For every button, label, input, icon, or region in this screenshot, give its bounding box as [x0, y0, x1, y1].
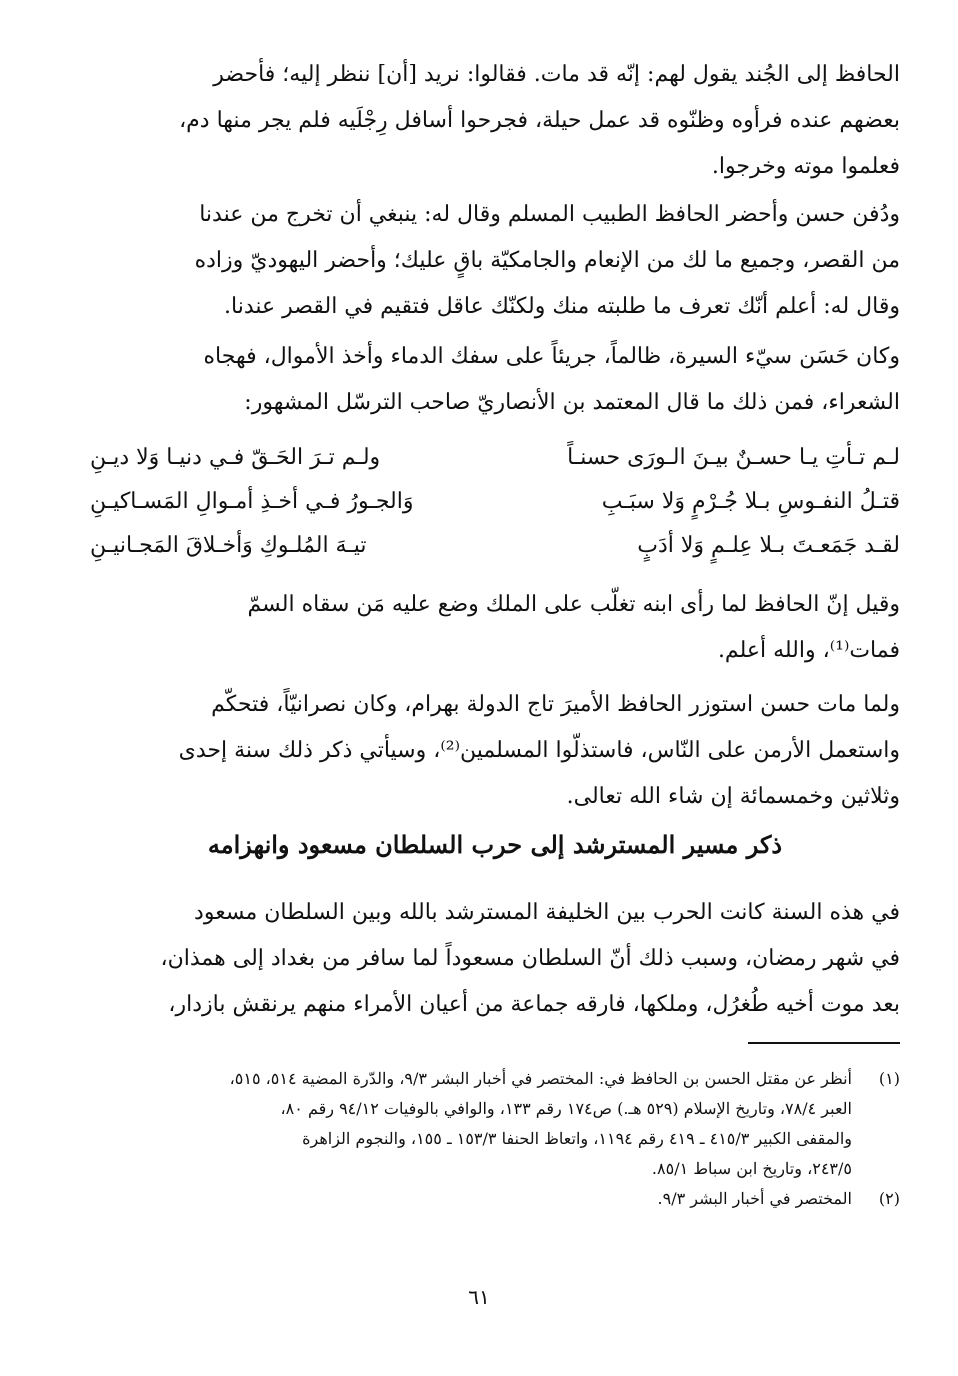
text-line: واستعمل الأرمن على النّاس، فاستذلّوا المسلمين⁽²⁾، وسيأتي ذكر ذلك سنة إحدى: [178, 738, 900, 763]
footnote-line: المختصر في أخبار البشر ٩/٣.: [657, 1189, 852, 1208]
text-line: من القصر، وجميع ما لك من الإنعام والجامكيّة باقٍ عليك؛ وأحضر اليهوديّ وزاده: [194, 248, 900, 273]
verse-first-hemistich: لـم تـأتِ يـا حسـنٌ بيـنَ الـورَى حسنـاً: [567, 445, 900, 470]
text-line: الحافظ إلى الجُند يقول لهم: إنّه قد مات. فقالوا: نريد [أن] ننظر إليه؛ فأحضر: [213, 62, 900, 87]
text-line: وقيل إنّ الحافظ لما رأى ابنه تغلّب على الملك وضع عليه مَن سقاه السمّ: [247, 592, 900, 617]
verse-first-hemistich: قتـلُ النفـوسِ بـلا جُـرْمٍ وَلا سبَـبِ: [601, 489, 900, 514]
text-line: فمات⁽¹⁾، والله أعلم.: [717, 638, 900, 663]
footnote-number: (٢): [878, 1189, 900, 1208]
footnote-number: (١): [878, 1069, 900, 1088]
text-line: ودُفن حسن وأحضر الحافظ الطبيب المسلم وقال له: ينبغي أن تخرج من عندنا: [199, 202, 900, 227]
footnote: [90, 1184, 900, 1214]
footnote-line: العبر ٧٨/٤، وتاريخ الإسلام (٥٢٩ هـ.) ص١٧٤ رقم ١٣٣، والوافي بالوفيات ٩٤/١٢ رقم ٨٠،: [280, 1099, 852, 1118]
poem: [90, 436, 900, 568]
paragraph-1: [90, 52, 900, 190]
footnote-text: [90, 1184, 852, 1214]
text-line: في هذه السنة كانت الحرب بين الخليفة المسترشد بالله وبين السلطان مسعود: [194, 900, 900, 925]
paragraph-6: [90, 890, 900, 1028]
text-line: بعضهم عنده فرأوه وظنّوه قد عمل حيلة، فجرحوا أسافل رِجْلَيه فلم يجر منها دم،: [179, 108, 900, 133]
text-line: ولما مات حسن استوزر الحافظ الأميرَ تاج الدولة بهرام، وكان نصرانيّاً، فتحكّم: [211, 692, 900, 717]
page-number: ٦١: [468, 1285, 490, 1309]
text-line: فعلموا موته وخرجوا.: [711, 154, 900, 179]
poem-verse: [90, 480, 900, 524]
footnote-divider: [748, 1042, 900, 1044]
footnote: [90, 1064, 900, 1184]
paragraph-5: [90, 682, 900, 820]
footnote-line: أنظر عن مقتل الحسن بن الحافظ في: المختصر في أخبار البشر ٩/٣، والدّرة المضية ٥١٤، ٥١٥،: [229, 1069, 852, 1088]
text-line: وقال له: أعلم أنّك تعرف ما طلبته منك ولكنّك عاقل فتقيم في القصر عندنا.: [224, 294, 900, 319]
footnotes: [90, 1064, 900, 1214]
verse-second-hemistich: تيـهَ المُلـوكِ وَأخـلاقَ المَجـانيـنِ: [90, 533, 367, 558]
poem-verse: [90, 524, 900, 568]
footnote-line: ٢٤٣/٥، وتاريخ ابن سباط ٨٥/١.: [651, 1159, 852, 1178]
poem-verse: [90, 436, 900, 480]
text-line: الشعراء، فمن ذلك ما قال المعتمد بن الأنصاريّ صاحب الترسّل المشهور:: [244, 390, 900, 415]
verse-second-hemistich: ولـم تـرَ الحَـقّ فـي دنيـا وَلا ديـنِ: [90, 445, 381, 470]
text-line: وكان حَسَن سيّء السيرة، ظالماً، جريئاً على سفك الدماء وأخذ الأموال، فهجاه: [203, 344, 900, 369]
paragraph-3: [90, 334, 900, 426]
paragraph-2: [90, 192, 900, 330]
text-line: في شهر رمضان، وسبب ذلك أنّ السلطان مسعوداً لما سافر من بغداد إلى همذان،: [160, 946, 900, 971]
footnote-text: [90, 1064, 852, 1184]
paragraph-4: [90, 582, 900, 674]
text-line: وثلاثين وخمسمائة إن شاء الله تعالى.: [566, 784, 900, 809]
section-heading: ذكر مسير المسترشد إلى حرب السلطان مسعود وانهزامه: [207, 830, 783, 859]
verse-second-hemistich: وَالجـورُ فـي أخـذِ أمـوالِ المَسـاكيـنِ: [90, 489, 414, 514]
footnote-line: والمقفى الكبير ٤١٥/٣ ـ ٤١٩ رقم ١١٩٤، واتعاظ الحنفا ١٥٣/٣ ـ ١٥٥، والنجوم الزاهرة: [302, 1129, 852, 1148]
verse-first-hemistich: لقـد جَمَعـتَ بـلا عِلـمٍ وَلا أدَبٍ: [637, 533, 900, 558]
text-line: بعد موت أخيه طُغرُل، وملكها، فارقه جماعة من أعيان الأمراء منهم يرنقش بازدار،: [168, 992, 900, 1017]
